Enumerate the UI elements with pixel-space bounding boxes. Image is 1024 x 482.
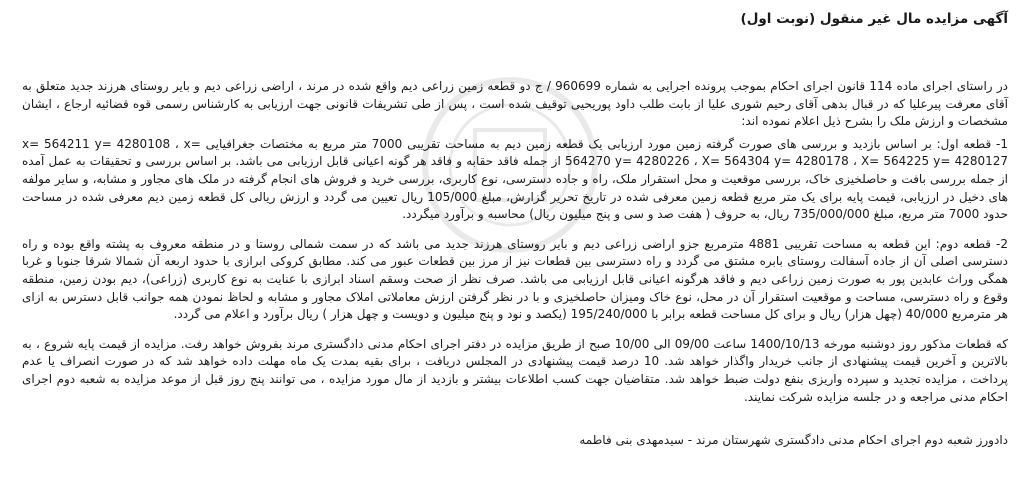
plot-two-paragraph: 2- قطعه دوم: این قطعه به مساحت تقریبی 4881 مترمربع جزو اراضی زراعی دیم و بایر روستای هرزند جدید می باشد که در سمت شمالی روستا و در منطقه معروف به پشته واقع بوده و راه دسترسی اصلی آن از جاده آسفالت روستای بابره مشتق می گردد و راه دسترسی بین قطعات نیز از مرز بین قطعات عبور می کند. مطابق کروکی ابرازی با حدود اربعه آن شمالا شرقا جنوبا و غربا همگی وراث عابدین پور به صورت زمین زراعی دیم و فاقد هرگونه اعیانی قابل ارزیابی می باشد. صرف نظر از صحت وسقم اسناد ابرازی با عنایت به نوع کاربری (زراعی)، دیم بودن زمین، منطقه وقوع و راه دسترسی، مساحت و موقعیت استقرار آن در محل، نوع خاک ومیزان حاصلخیزی و با در نظر گرفتن ارزش معاملاتی املاک مجاور و مشابه و لحاظ نمودن همه جوانب قابل دسترس به ازای هر مترمربع 40/000 (چهل هزار) ریال و برای کل مساحت قطعه برابر با 195/240/000 (یکصد و نود و پنج میلیون و دویست و چهل هزار ) ریال برآورد و اعلام می گردد. xyxy=(22,236,1008,322)
auction-terms-paragraph: که قطعات مذکور روز دوشنبه مورخه 1400/10/13 ساعت 09/00 الی 10/00 صبح از طریق مزایده در دفتر اجرای احکام مدنی دادگستری مرند بفروش خواهد رفت. مزایده از قیمت پایه شروع ، به بالاترین و آخرین قیمت پیشنهادی از جانب خریدار واگذار خواهد شد. 10 درصد قیمت پیشنهادی در المجلس دریافت ، برای بقیه بمدت یک ماه مهلت داده خواهد شد که در صورت انصراف یا عدم پرداخت ، مزایده تجدید و سپرده واریزی بنفع دولت ضبط خواهد شد. متقاضیان جهت کسب اطلاعات بیشتر و بازدید از مال مورد مزایده ، می توانند پنج روز قبل از موعد مزایده به شعبه دوم اجرای احکام مدنی مراجعه و در جلسه مزایده شرکت نمایند. xyxy=(22,336,1008,404)
plot-one-paragraph: 1- قطعه اول: بر اساس بازدید و بررسی های صورت گرفته زمین مورد ارزیابی یک قطعه زمین دیم به مساحت تقریبی 7000 متر مربع به مختصات جغرافیایی x= 564211 y= 4280108 ، x= 564270 y= 4280226 ، X= 564304 y= 4280178 ، X= 564225 y= 4280127 از جمله فاقد حقابه و فاقد هر گونه اعیانی قابل ارزیابی می باشد. بر اساس بررسی و تحقیقات به عمل آمده از جمله بررسی بافت و حاصلخیزی خاک، بررسی موقعیت و محل استقرار ملک، راه و جاده دسترسی، نوع کاربری، بررسی خرید و فروش های انجام گرفته در ملک های مجاور و مشابه، و سایر مولفه های دخیل در ارزیابی، قیمت پایه برای یک متر مربع قطعه زمین معرفی شده در تاریخ تحریر گزارش، مبلغ 105/000 ریال تعیین می گردد و ارزش ریالی کل قطعه زمین دیم معرفی شده در مساحت حدود 7000 متر مربع، مبلغ 735/000/000 ریال، به حروف ( هفت صد و سی و پنج میلیون ریال) محاسبه و برآورد میگردد. xyxy=(22,136,1009,222)
intro-paragraph: در راستای اجرای ماده 114 قانون اجرای احکام بموجب پرونده اجرایی به شماره 960699 / ج دو قطعه زمین زراعی دیم واقع شده در مرند ، اراضی زراعی دیم و بایر روستای هرزند جدید متعلق به آقای معرفت پیرعلیا که در قبال بدهی آقای رحیم شوری علیا از بابت طلب داود پوریحیی توقیف شده است ، پس از طی تشریفات قانونی جهت ارزیابی به کارشناس رسمی قوه قضائیه ارجاع ، ایشان مشخصات و ارزش ملک را بشرح ذیل اعلام نموده اند: xyxy=(22,79,1008,129)
auction-notice xyxy=(22,6,1008,449)
notice-title: آگهی مزایده مال غیر منقول (نوبت اول) xyxy=(740,11,1008,27)
signature-line: دادورز شعبه دوم اجرای احکام مدنی دادگستری شهرستان مرند - سیدمهدی بنی فاطمه xyxy=(579,433,1008,448)
